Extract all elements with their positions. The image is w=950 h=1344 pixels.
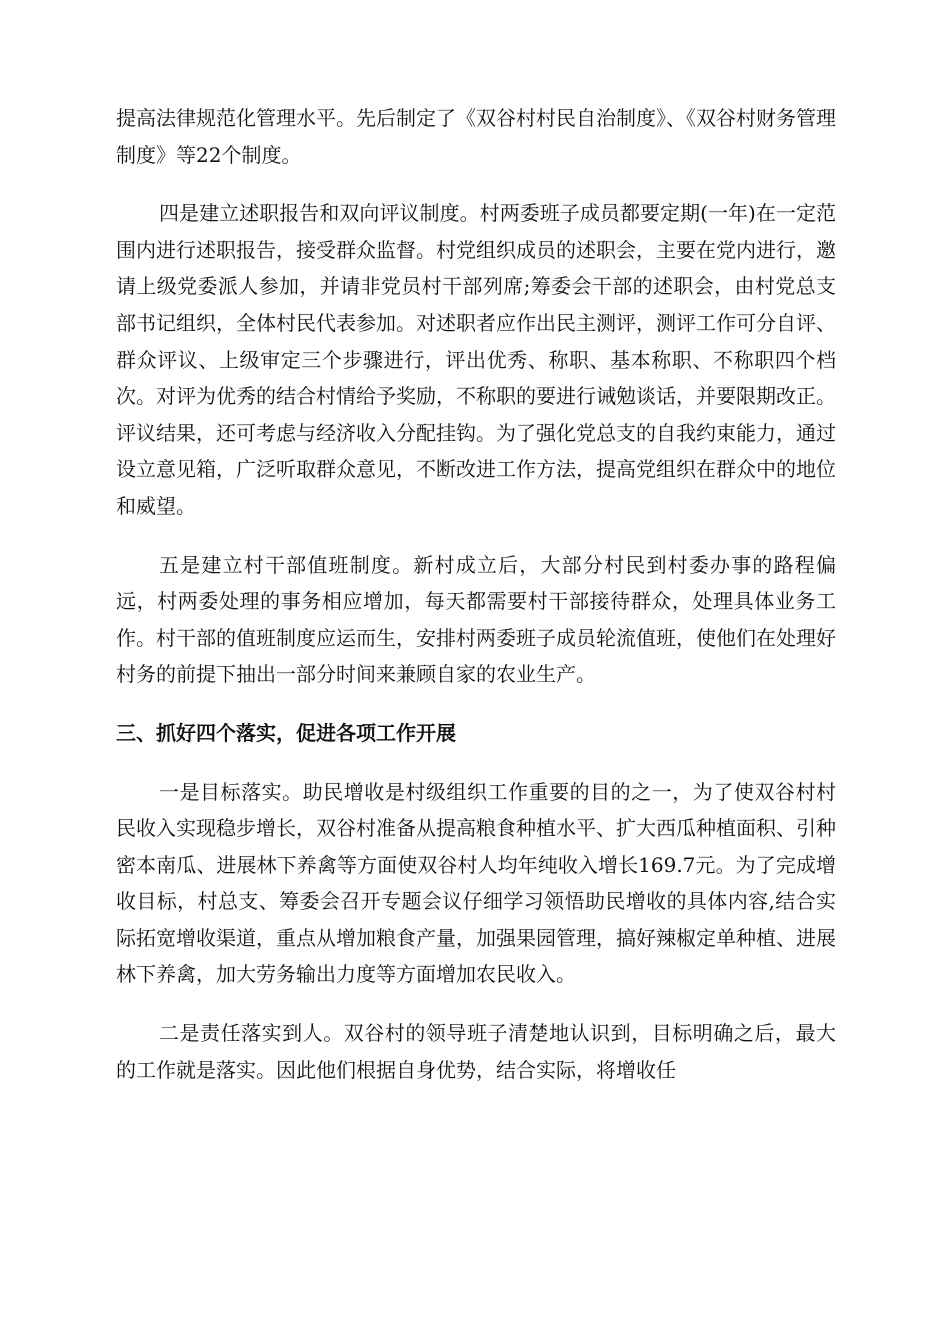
document-body xyxy=(116,100,836,1110)
section-heading: 三、抓好四个落实，促进各项工作开展 xyxy=(116,720,456,745)
paragraph-target-implementation: 一是目标落实。助民增收是村级组织工作重要的目的之一，为了使双谷村村民收入实现稳步增长，双谷村准备从提高粮食种植水平、扩大西瓜种植面积、引种密本南瓜、进展林下养禽等方面使双谷村人均年纯收入增长169.7元。为了完成增收目标，村总支、筹委会召开专题会议仔细学习领悟助民增收的具体内容,结合实际拓宽增收渠道，重点从增加粮食产量，加强果园管理，搞好辣椒定单种植、进展林下养禽，加大劳务输出力度等方面增加农民收入。 xyxy=(116,779,836,987)
paragraph-duty-system: 五是建立村干部值班制度。新村成立后，大部分村民到村委办事的路程偏远，村两委处理的事务相应增加，每天都需要村干部接待群众，处理具体业务工作。村干部的值班制度应运而生，安排村两委班子成员轮流值班，使他们在处理好村务的前提下抽出一部分时间来兼顾自家的农业生产。 xyxy=(116,552,836,687)
paragraph-continuation: 提高法律规范化管理水平。先后制定了《双谷村村民自治制度》、《双谷村财务管理制度》等22个制度。 xyxy=(116,106,836,167)
paragraph-responsibility-implementation: 二是责任落实到人。双谷村的领导班子清楚地认识到，目标明确之后，最大的工作就是落实。因此他们根据自身优势，结合实际，将增收任 xyxy=(116,1021,836,1082)
paragraph-debriefing-system: 四是建立述职报告和双向评议制度。村两委班子成员都要定期(一年)在一定范围内进行述职报告，接受群众监督。村党组织成员的述职会，主要在党内进行，邀请上级党委派人参加，并请非党员村干部列席;筹委会干部的述职会，由村党总支部书记组织，全体村民代表参加。对述职者应作出民主测评，测评工作可分自评、群众评议、上级审定三个步骤进行，评出优秀、称职、基本称职、不称职四个档次。对评为优秀的结合村情给予奖励，不称职的要进行诫勉谈话，并要限期改正。评议结果，还可考虑与经济收入分配挂钩。为了强化党总支的自我约束能力，通过设立意见箱，广泛听取群众意见，不断改进工作方法，提高党组织在群众中的地位和威望。 xyxy=(116,201,836,518)
